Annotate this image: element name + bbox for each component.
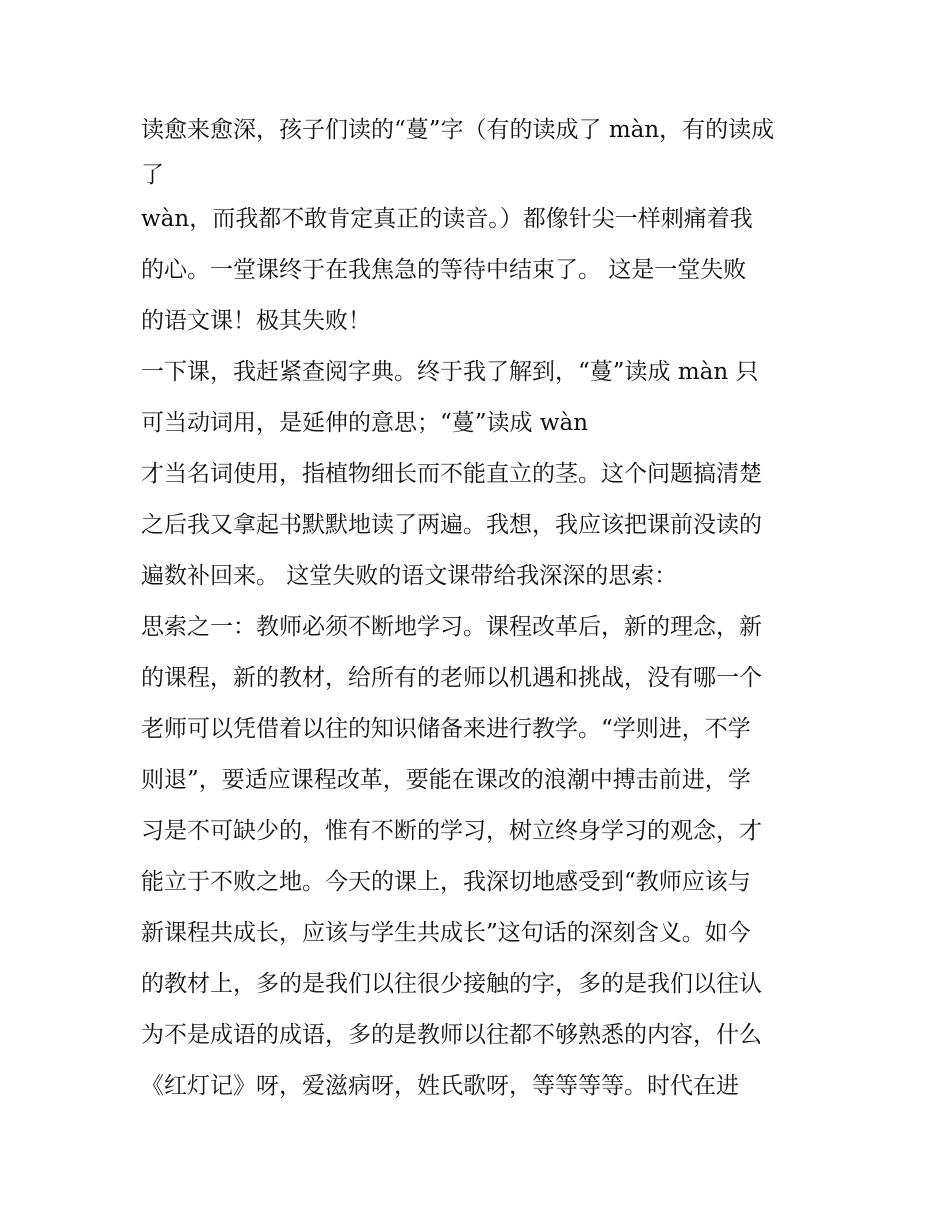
body-text <box>141 105 831 1112</box>
text-line: 习是不可缺少的，惟有不断的学习，树立终身学习的观念，才 <box>141 818 762 844</box>
text-line: 才当名词使用，指植物细长而不能直立的茎。这个问题搞清楚 <box>141 461 762 487</box>
text-line: wàn，而我都不敢肯定真正的读音。）都像针尖一样刺痛着我 <box>141 206 753 232</box>
text-line: 读愈来愈深，孩子们读的“蔓”字（有的读成了 màn，有的读成 <box>141 117 775 143</box>
text-line: 遍数补回来。 这堂失败的语文课带给我深深的思索： <box>141 563 678 589</box>
text-line: 的课程，新的教材，给所有的老师以机遇和挑战，没有哪一个 <box>141 665 762 691</box>
text-line: 的教材上，多的是我们以往很少接触的字，多的是我们以往认 <box>141 971 762 997</box>
text-line: 老师可以凭借着以往的知识储备来进行教学。“学则进，不学 <box>141 716 751 742</box>
text-line: 之后我又拿起书默默地读了两遍。我想，我应该把课前没读的 <box>141 512 762 538</box>
text-line: 能立于不败之地。今天的课上，我深切地感受到“教师应该与 <box>141 869 751 895</box>
text-line: 新课程共成长，应该与学生共成长”这句话的深刻含义。如今 <box>141 920 751 946</box>
text-line: 可当动词用，是延伸的意思；“蔓”读成 wàn <box>141 410 589 436</box>
text-line: 了 <box>141 162 164 188</box>
text-line: 的语文课！极其失败！ <box>141 308 371 334</box>
text-line: 为不是成语的成语，多的是教师以往都不够熟悉的内容，什么 <box>141 1022 762 1048</box>
text-line: 的心。一堂课终于在我焦急的等待中结束了。 这是一堂失败 <box>141 257 747 283</box>
text-line: 一下课，我赶紧查阅字典。终于我了解到，“蔓”读成 màn 只 <box>141 359 759 385</box>
text-line: 思索之一：教师必须不断地学习。课程改革后，新的理念，新 <box>141 614 762 640</box>
text-line: 则退”，要适应课程改革，要能在课改的浪潮中搏击前进，学 <box>141 767 751 793</box>
text-line: 《红灯记》呀，爱滋病呀，姓氏歌呀，等等等等。时代在进 <box>141 1073 739 1099</box>
